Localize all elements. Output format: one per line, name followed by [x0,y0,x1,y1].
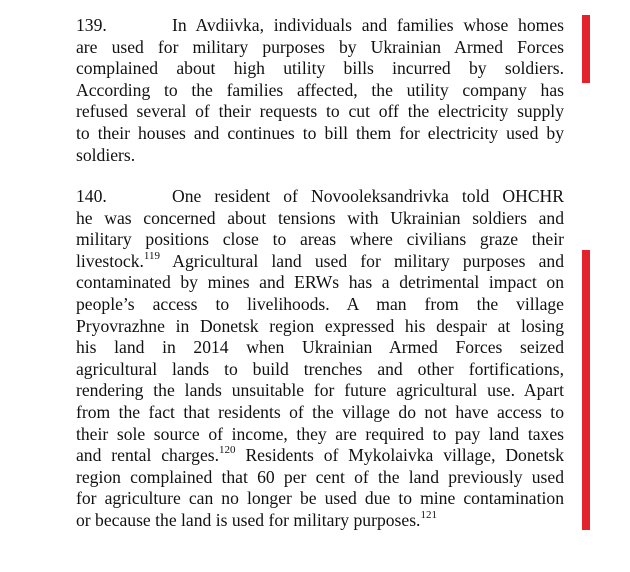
paragraph-139 [76,15,564,166]
paragraph-line: from the fact that residents of the village do not have access to [76,401,564,422]
footnote-ref-121[interactable]: 121 [420,509,437,522]
paragraph-line: 139. In Avdiivka, individuals and families whose homes [76,15,564,35]
paragraph-line: agricultural lands to build trenches and other fortifications, [76,358,564,379]
paragraph-line: contaminated by mines and ERWs has a detrimental impact on [76,272,564,293]
change-bar-marker [582,15,590,83]
paragraph-line: livestock.$^{119}$ Agricultural land used for military purposes and [76,249,564,271]
paragraph-line: Pryovrazhne in Donetsk region expressed his despair at losing [76,315,564,336]
paragraph-line: region complained that 60 per cent of the land previously used [76,466,564,487]
paragraph-line: According to the families affected, the utility company has [76,79,564,100]
paragraph-line: refused several of their requests to cut off the electricity supply [76,101,564,122]
paragraph-number: 139. [76,15,107,35]
paragraph-line: he was concerned about tensions with Ukrainian soldiers and [76,207,564,228]
paragraph-line: and rental charges.$^{120}$ Residents of Mykolaivka village, Donetsk [76,444,564,466]
paragraph-line: for agriculture can no longer be used due to mine contamination [76,488,564,509]
paragraph-number: 140. [76,186,107,206]
paragraph-line: or because the land is used for military purposes.$^{121}$ [76,509,437,530]
change-bar-marker [582,250,590,530]
footnote-ref-120[interactable]: 120 [219,444,236,457]
paragraph-line: soldiers. [76,144,136,165]
paragraph-line: complained about high utility bills incurred by soldiers. [76,58,564,79]
footnote-ref-119[interactable]: 119 [143,249,161,262]
paragraph-line: 140. One resident of Novooleksandrivka told OHCHR [76,186,564,206]
paragraph-line: rendering the lands unsuitable for future agricultural use. Apart [76,380,564,401]
paragraph-line: to their houses and continues to bill them for electricity used by [76,122,564,143]
paragraph-line: are used for military purposes by Ukrainian Armed Forces [76,36,564,57]
paragraph-140 [76,186,564,532]
paragraph-line: people’s access to livelihoods. A man from the village [76,293,564,314]
paragraph-line: military positions close to areas where civilians graze their [76,229,564,250]
paragraph-line: their sole source of income, they are required to pay land taxes [76,423,564,444]
paragraph-line: his land in 2014 when Ukrainian Armed Forces seized [76,337,564,358]
